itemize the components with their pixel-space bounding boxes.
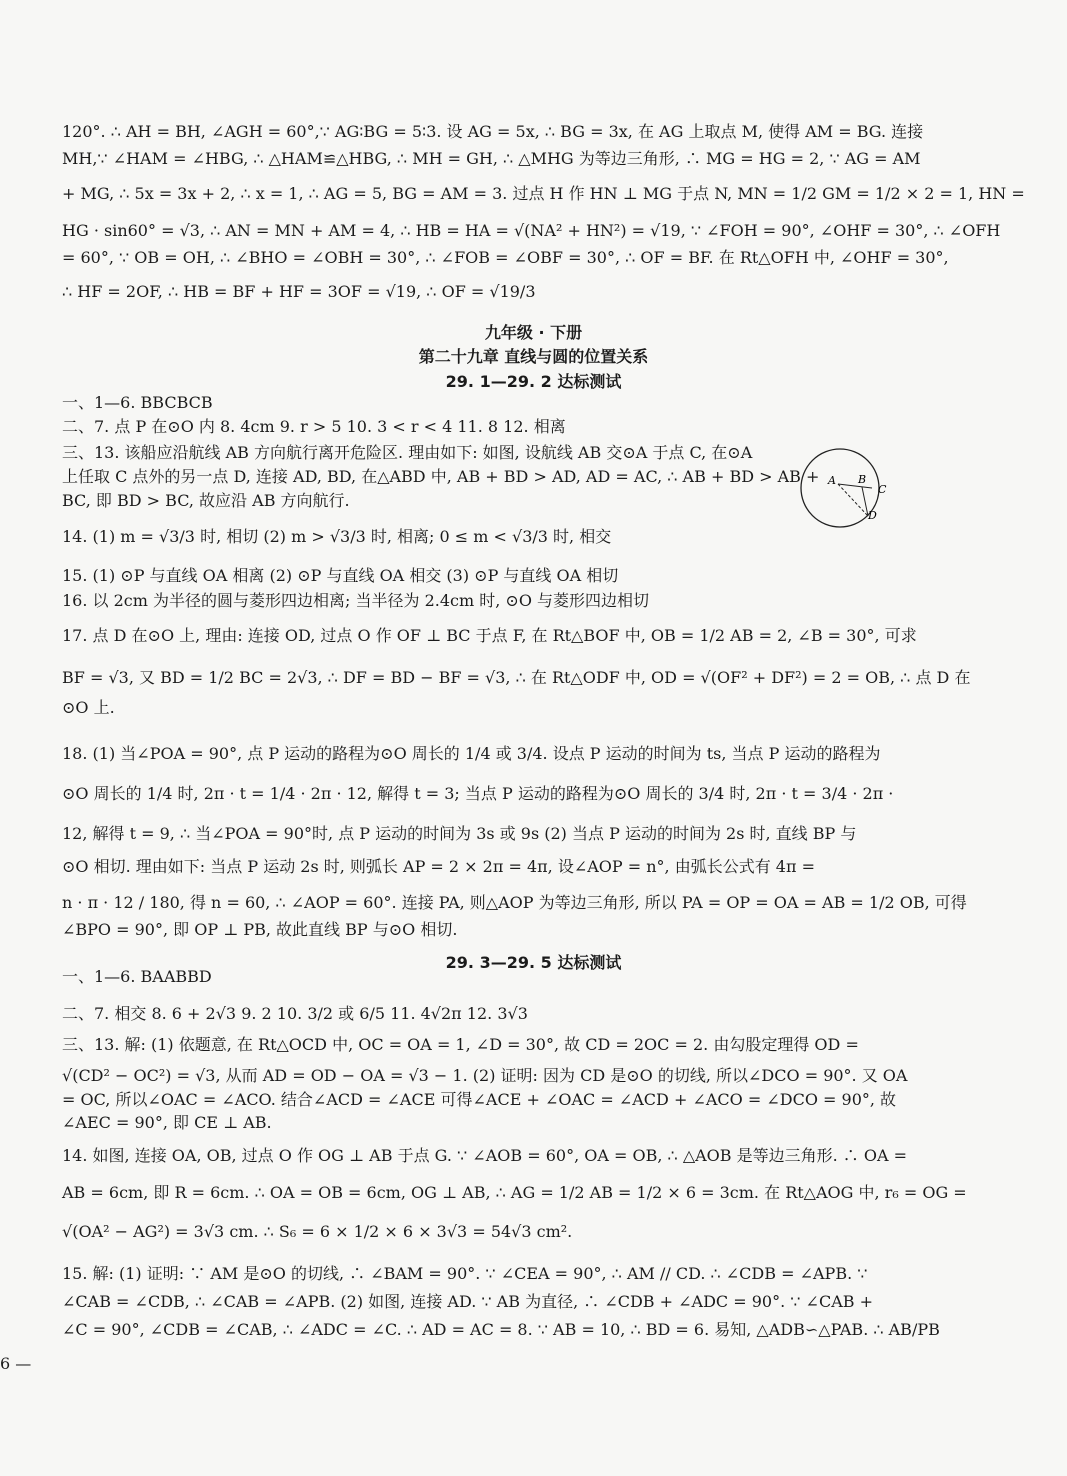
text-line: 上任取 C 点外的另一点 D, 连接 AD, BD, 在△ABD 中, AB + BD > AD, AD = AC, ∴ AB + BD > AB + (62, 467, 820, 486)
text-line: AB = 6cm, 即 R = 6cm. ∴ OA = OB = 6cm, OG ⊥ AB, ∴ AG = 1/2 AB = 1/2 × 6 = 3cm. 在 Rt△AOG 中, r₆ = OG = (62, 1183, 967, 1202)
text-line: 16. 以 2cm 为半径的圆与菱形四边相离; 当半径为 2.4cm 时, ⊙O 与菱形四边相切 (62, 591, 650, 610)
text-line: √(OA² − AG²) = 3√3 cm. ∴ S₆ = 6 × 1/2 × 6 × 3√3 = 54√3 cm². (62, 1222, 573, 1241)
text-line: 14. (1) m = √3/3 时, 相切 (2) m > √3/3 时, 相离; 0 ≤ m < √3/3 时, 相交 (62, 527, 612, 546)
text-line: ⊙O 周长的 1/4 时, 2π · t = 1/4 · 2π · 12, 解得 t = 3; 当点 P 运动的路程为⊙O 周长的 3/4 时, 2π · t = 3/4 · 2π · (62, 784, 894, 803)
text-line: MH,∵ ∠HAM = ∠HBG, ∴ △HAM≌△HBG, ∴ MH = GH, ∴ △MHG 为等边三角形, ∴ MG = HG = 2, ∵ AG = AM (62, 149, 921, 168)
test-heading: 29. 1—29. 2 达标测试 (445, 372, 622, 391)
label-b: B (858, 473, 867, 486)
line-ab (838, 484, 872, 488)
text-line: 14. 如图, 连接 OA, OB, 过点 O 作 OG ⊥ AB 于点 G. ∵ ∠AOB = 60°, OA = OB, ∴ △AOB 是等边三角形. ∴ OA = (62, 1146, 908, 1165)
text-line: 二、7. 相交 8. 6 + 2√3 9. 2 10. 3/2 或 6/5 11. 4√2π 12. 3√3 (62, 1004, 528, 1023)
text-line: 一、1—6. BAABBD (62, 967, 212, 986)
circle-figure (798, 446, 892, 530)
test-heading: 29. 3—29. 5 达标测试 (445, 953, 622, 972)
text-line: √(CD² − OC²) = √3, 从而 AD = OD − OA = √3 − 1. (2) 证明: 因为 CD 是⊙O 的切线, 所以∠DCO = 90°. 又 OA (62, 1066, 908, 1085)
text-line: ⊙O 相切. 理由如下: 当点 P 运动 2s 时, 则弧长 AP = 2 × 2π = 4π, 设∠AOP = n°, 由弧长公式有 4π = (62, 857, 815, 876)
text-line: 15. 解: (1) 证明: ∵ AM 是⊙O 的切线, ∴ ∠BAM = 90°. ∵ ∠CEA = 90°, ∴ AM // CD. ∴ ∠CDB = ∠APB. ∵ (62, 1264, 868, 1283)
text-line: HG · sin60° = √3, ∴ AN = MN + AM = 4, ∴ HB = HA = √(NA² + HN²) = √19, ∵ ∠FOH = 90°, ∠OHF = 30°, ∴ ∠OFH (62, 221, 1001, 240)
text-line: 15. (1) ⊙P 与直线 OA 相离 (2) ⊙P 与直线 OA 相交 (3) ⊙P 与直线 OA 相切 (62, 566, 619, 585)
line-ad (838, 484, 868, 516)
label-c: C (878, 483, 887, 496)
text-line: 12, 解得 t = 9, ∴ 当∠POA = 90°时, 点 P 运动的时间为 3s 或 9s (2) 当点 P 运动的时间为 2s 时, 直线 BP 与 (62, 824, 857, 843)
text-line: 三、13. 该船应沿航线 AB 方向航行离开危险区. 理由如下: 如图, 设航线 AB 交⊙A 于点 C, 在⊙A (62, 443, 753, 462)
page-number: 6 — (0, 1354, 32, 1373)
text-line: BF = √3, 又 BD = 1/2 BC = 2√3, ∴ DF = BD − BF = √3, ∴ 在 Rt△ODF 中, OD = √(OF² + DF²) = 2 = OB, ∴ 点 D 在 (62, 668, 971, 687)
text-line: n · π · 12 / 180, 得 n = 60, ∴ ∠AOP = 60°. 连接 PA, 则△AOP 为等边三角形, 所以 PA = OP = OA = AB = 1/2 OB, 可得 (62, 893, 967, 912)
text-line: ∠CAB = ∠CDB, ∴ ∠CAB = ∠APB. (2) 如图, 连接 AD. ∵ AB 为直径, ∴ ∠CDB + ∠ADC = 90°. ∵ ∠CAB + (62, 1292, 873, 1311)
text-line: 18. (1) 当∠POA = 90°, 点 P 运动的路程为⊙O 周长的 1/4 或 3/4. 设点 P 运动的时间为 ts, 当点 P 运动的路程为 (62, 744, 881, 763)
text-line: ∠AEC = 90°, 即 CE ⊥ AB. (62, 1113, 272, 1132)
text-line: BC, 即 BD > BC, 故应沿 AB 方向航行. (62, 491, 350, 510)
text-line: 三、13. 解: (1) 依题意, 在 Rt△OCD 中, OC = OA = 1, ∠D = 30°, 故 CD = 2OC = 2. 由勾股定理得 OD = (62, 1035, 859, 1054)
text-line: 17. 点 D 在⊙O 上, 理由: 连接 OD, 过点 O 作 OF ⊥ BC 于点 F, 在 Rt△BOF 中, OB = 1/2 AB = 2, ∠B = 30°, 可求 (62, 626, 917, 645)
text-line: ∴ HF = 2OF, ∴ HB = BF + HF = 3OF = √19, ∴ OF = √19/3 (62, 282, 536, 301)
text-line: 120°. ∴ AH = BH, ∠AGH = 60°,∵ AG∶BG = 5∶3. 设 AG = 5x, ∴ BG = 3x, 在 AG 上取点 M, 使得 AM = BG. 连接 (62, 122, 924, 141)
label-d: D (868, 509, 877, 522)
text-line: ⊙O 上. (62, 698, 115, 717)
text-line: ∠BPO = 90°, 即 OP ⊥ PB, 故此直线 BP 与⊙O 相切. (62, 920, 458, 939)
chapter-heading: 第二十九章 直线与圆的位置关系 (418, 347, 649, 366)
text-line: 二、7. 点 P 在⊙O 内 8. 4cm 9. r > 5 10. 3 < r < 4 11. 8 12. 相离 (62, 417, 566, 436)
text-line: ∠C = 90°, ∠CDB = ∠CAB, ∴ ∠ADC = ∠C. ∴ AD = AC = 8. ∵ AB = 10, ∴ BD = 6. 易知, △ADB∽△PAB. ∴ AB/PB (62, 1320, 940, 1339)
text-line: 一、1—6. BBCBCB (62, 393, 213, 412)
grade-heading: 九年级 · 下册 (484, 323, 583, 342)
text-line: = 60°, ∵ OB = OH, ∴ ∠BHO = ∠OBH = 30°, ∴ ∠FOB = ∠OBF = 30°, ∴ OF = BF. 在 Rt△OFH 中, ∠OHF = 30°, (62, 248, 949, 267)
text-line: = OC, 所以∠OAC = ∠ACO. 结合∠ACD = ∠ACE 可得∠ACE + ∠OAC = ∠ACD + ∠ACO = ∠DCO = 90°, 故 (62, 1090, 897, 1109)
text-line: + MG, ∴ 5x = 3x + 2, ∴ x = 1, ∴ AG = 5, BG = AM = 3. 过点 H 作 HN ⊥ MG 于点 N, MN = 1/2 GM = 1/2 × 2 = 1, HN = (62, 184, 1025, 203)
label-a: A (828, 474, 836, 487)
